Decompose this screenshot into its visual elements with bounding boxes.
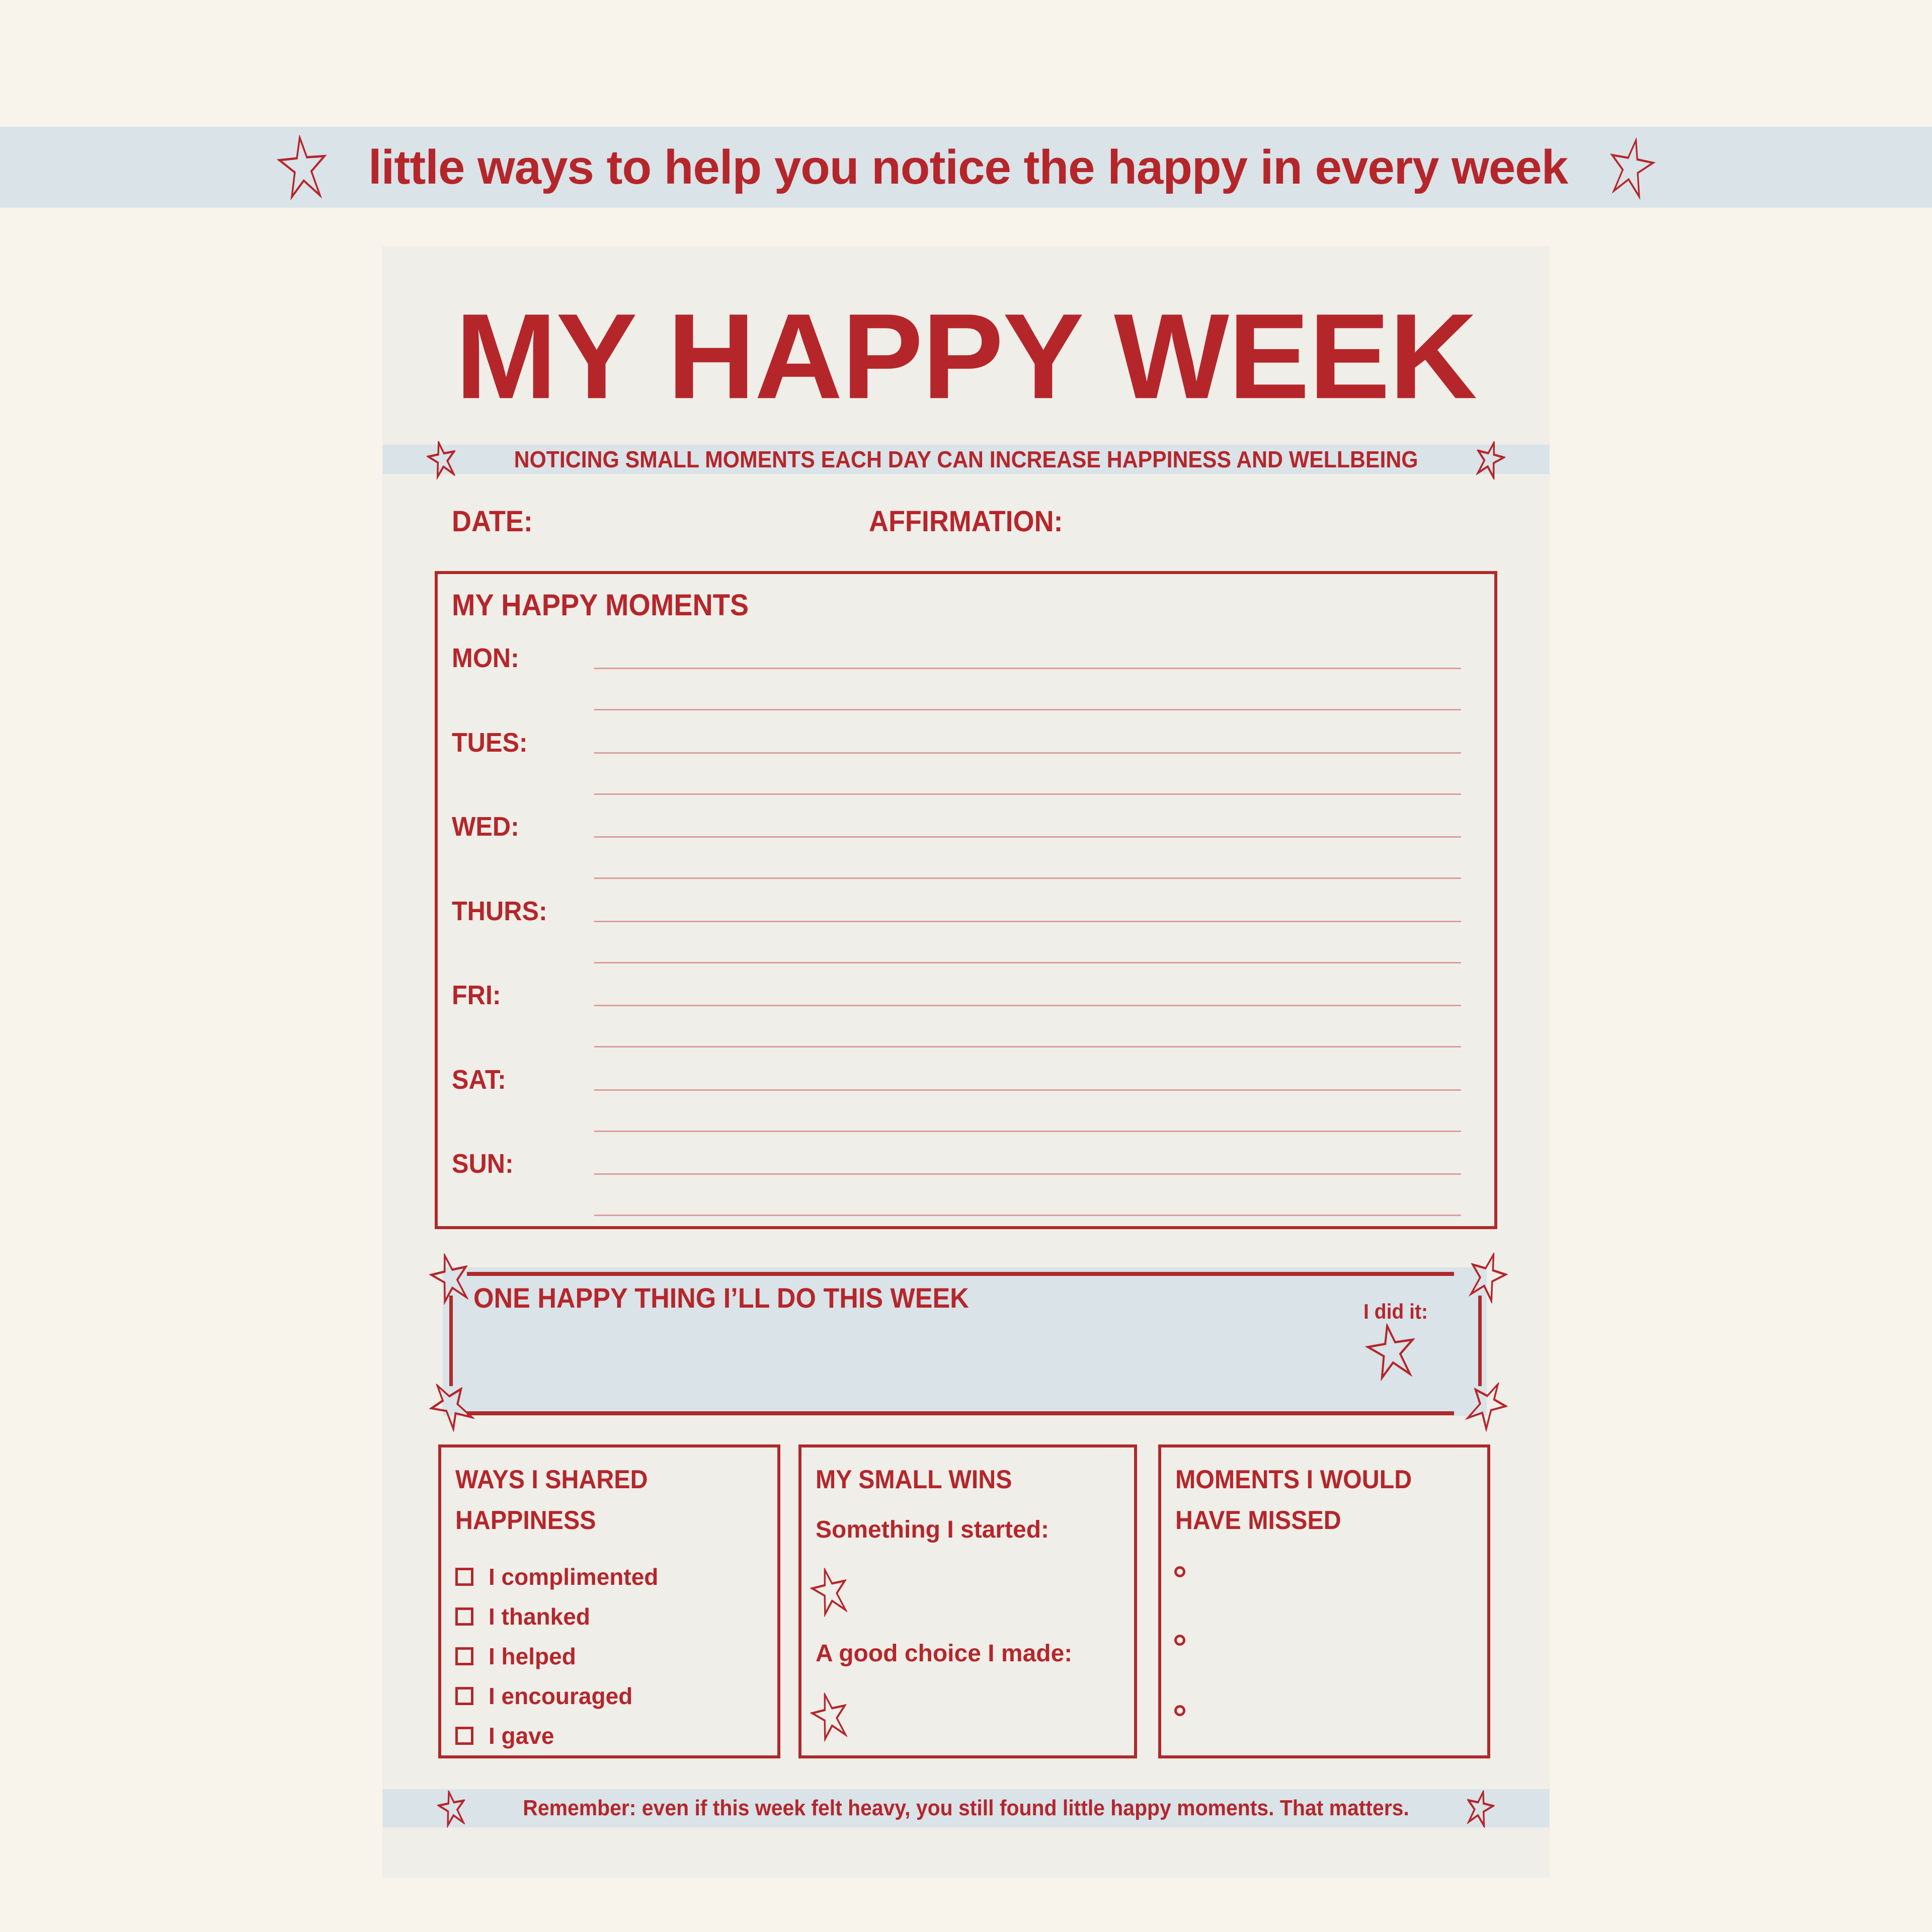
day-label-wed: WED:: [452, 812, 519, 842]
writing-line[interactable]: [594, 836, 1461, 838]
writing-line[interactable]: [594, 668, 1461, 669]
star-icon: [1462, 1788, 1497, 1829]
checkbox[interactable]: [455, 1607, 473, 1626]
day-label-sun: SUN:: [452, 1149, 514, 1179]
page-title-wrap: [382, 288, 1550, 434]
checklist-item: [455, 1683, 632, 1709]
small-wins-heading: MY SMALL WINS: [816, 1465, 1012, 1494]
day-label-sat: SAT:: [452, 1065, 506, 1095]
subtitle-text: NOTICING SMALL MOMENTS EACH DAY CAN INCREASE HAPPINESS AND WELLBEING: [514, 446, 1418, 472]
writing-line[interactable]: [594, 921, 1461, 922]
star-icon: [424, 438, 460, 480]
checklist-item: [455, 1644, 576, 1669]
happy-thing-heading-wrap: [473, 1284, 1006, 1312]
bullet-circle: [1174, 1635, 1185, 1646]
shared-happiness-panel: [438, 1444, 780, 1758]
did-it-label-wrap: [1363, 1301, 1433, 1322]
missed-moments-panel: [1158, 1444, 1490, 1758]
bullet-circle: [1174, 1705, 1185, 1716]
checklist-item: [455, 1723, 554, 1748]
banner-tagline: little ways to help you notice the happy in every week: [368, 140, 1568, 194]
happy-moments-heading-wrap: [452, 590, 771, 620]
day-label-fri: FRI:: [452, 980, 501, 1010]
checklist-label: I thanked: [489, 1603, 590, 1630]
shared-happiness-heading: WAYS I SHARED HAPPINESS: [455, 1465, 648, 1535]
small-wins-heading-wrap: [816, 1460, 1027, 1500]
date-label: DATE:: [452, 505, 533, 538]
subtitle-strip: [382, 445, 1550, 474]
day-label-thurs: THURS:: [452, 896, 547, 926]
happy-thing-heading: ONE HAPPY THING I’LL DO THIS WEEK: [473, 1282, 969, 1314]
affirmation-label: AFFIRMATION:: [869, 505, 1063, 538]
star-icon: [425, 1249, 475, 1307]
star-icon: [435, 1788, 470, 1829]
star-icon: [1603, 133, 1659, 201]
writing-line[interactable]: [594, 1089, 1461, 1091]
writing-line[interactable]: [594, 709, 1461, 710]
happy-thing-border-top: [467, 1272, 1454, 1276]
writing-line[interactable]: [594, 1046, 1461, 1048]
writing-line[interactable]: [594, 752, 1461, 754]
checkbox[interactable]: [455, 1727, 473, 1745]
did-it-label: I did it:: [1363, 1300, 1428, 1323]
did-it-star-checkbox[interactable]: [1362, 1319, 1421, 1384]
page-title: MY HAPPY WEEK: [455, 288, 1477, 425]
checkbox[interactable]: [455, 1687, 473, 1705]
happy-moments-heading: MY HAPPY MOMENTS: [452, 588, 749, 622]
checklist-label: I encouraged: [489, 1683, 633, 1709]
star-icon: [806, 1688, 854, 1744]
small-wins-panel: [798, 1444, 1137, 1758]
star-icon: [1471, 438, 1508, 481]
star-icon: [806, 1563, 854, 1619]
bullet-circle: [1174, 1566, 1185, 1577]
checklist-label: I complimented: [489, 1564, 659, 1590]
planner-sheet: [382, 247, 1550, 1878]
writing-line[interactable]: [594, 1005, 1461, 1006]
writing-line[interactable]: [594, 793, 1461, 795]
writing-line[interactable]: [594, 1131, 1461, 1132]
footer-text: Remember: even if this week felt heavy, you still found little happy moments. That matters.: [523, 1796, 1409, 1820]
checkbox[interactable]: [455, 1568, 473, 1586]
top-banner: [0, 127, 1932, 208]
date-label-wrap: [452, 507, 539, 536]
checkbox[interactable]: [455, 1647, 473, 1665]
writing-line[interactable]: [594, 1215, 1461, 1216]
writing-line[interactable]: [594, 877, 1461, 879]
wins-prompt-started: Something I started:: [816, 1516, 1050, 1543]
happy-thing-border-bottom: [467, 1411, 1454, 1415]
writing-line[interactable]: [594, 1173, 1461, 1175]
checklist-label: I gave: [489, 1723, 554, 1749]
wins-prompt-choice: A good choice I made:: [816, 1640, 1073, 1667]
checklist-item: [455, 1564, 658, 1589]
day-label-tues: TUES:: [452, 728, 528, 758]
shared-happiness-heading-wrap: [455, 1460, 707, 1541]
missed-moments-heading-wrap: [1175, 1460, 1477, 1541]
checklist-label: I helped: [489, 1643, 576, 1669]
happy-thing-border-right: [1478, 1296, 1482, 1386]
missed-moments-heading: MOMENTS I WOULD HAVE MISSED: [1175, 1465, 1412, 1535]
day-label-mon: MON:: [452, 643, 519, 673]
affirmation-label-wrap: [869, 507, 1078, 536]
star-icon: [1462, 1247, 1512, 1305]
happy-moments-box: [435, 571, 1497, 1229]
star-icon: [274, 132, 331, 203]
checklist-item: [455, 1604, 590, 1629]
writing-line[interactable]: [594, 962, 1461, 963]
footer-strip: [382, 1789, 1550, 1827]
